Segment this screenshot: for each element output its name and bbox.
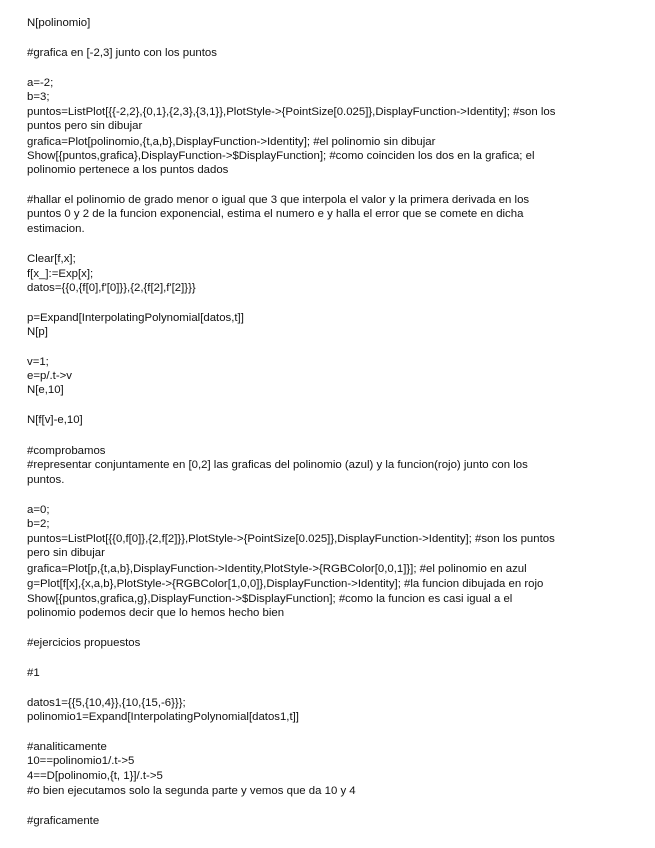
comment-line: puntos. xyxy=(27,474,65,486)
text-line: N[polinomio] xyxy=(27,17,91,29)
text-line: p=Expand[InterpolatingPolynomial[datos,t]] xyxy=(27,312,244,324)
text-line: polinomio1=Expand[InterpolatingPolynomial[datos1,t]] xyxy=(27,711,299,723)
text-line: grafica=Plot[p,{t,a,b},DisplayFunction->Identity,PlotStyle->{RGBColor[0,0,1]}]; #el polinomio en azul xyxy=(27,563,527,575)
text-line: polinomio podemos decir que lo hemos hecho bien xyxy=(27,607,285,619)
text-line: datos1={{5,{10,4}},{10,{15,-6}}}; xyxy=(27,697,186,709)
text-line: a=0; xyxy=(27,504,50,516)
text-line: datos={{0,{f[0],f'[0]}},{2,{f[2],f'[2]}}} xyxy=(27,282,196,294)
text-line: e=p/.t->v xyxy=(27,370,72,382)
text-line: g=Plot[f[x],{x,a,b},PlotStyle->{RGBColor[1,0,0]},DisplayFunction->Identity]; #la funcion dibujada en rojo xyxy=(27,578,544,590)
comment-line: #hallar el polinomio de grado menor o igual que 3 que interpola el valor y la primera derivada en los xyxy=(27,194,530,206)
text-line: 4==D[polinomio,{t, 1}]/.t->5 xyxy=(27,770,163,782)
comment-line: #1 xyxy=(27,667,40,679)
text-line: Show[{puntos,grafica,g},DisplayFunction->$DisplayFunction]; #como la funcion es casi igual a el xyxy=(27,593,513,605)
text-line: b=2; xyxy=(27,518,50,530)
text-line: N[e,10] xyxy=(27,384,64,396)
comment-line: #representar conjuntamente en [0,2] las graficas del polinomio (azul) y la funcion(rojo) junto con los xyxy=(27,459,528,471)
comment-line: #graficamente xyxy=(27,815,100,827)
text-line: f[x_]:=Exp[x]; xyxy=(27,268,94,280)
comment-line: estimacion. xyxy=(27,223,85,235)
text-line: puntos=ListPlot[{{-2,2},{0,1},{2,3},{3,1}},PlotStyle->{PointSize[0.025]},DisplayFunction->Identity]; #son los xyxy=(27,106,556,118)
text-line: N[p] xyxy=(27,326,48,338)
text-line: Show[{puntos,grafica},DisplayFunction->$DisplayFunction]; #como coinciden los dos en la grafica; el xyxy=(27,150,535,162)
text-line: v=1; xyxy=(27,356,49,368)
comment-line: #analiticamente xyxy=(27,741,107,753)
text-line: puntos=ListPlot[{{0,f[0]},{2,f[2]}},PlotStyle->{PointSize[0.025]},DisplayFunction->Identity]; #son los puntos xyxy=(27,533,555,545)
text-line: b=3; xyxy=(27,91,50,103)
comment-line: #grafica en [-2,3] junto con los puntos xyxy=(27,47,217,59)
text-line: N[f[v]-e,10] xyxy=(27,414,83,426)
comment-line: #comprobamos xyxy=(27,445,106,457)
text-line: 10==polinomio1/.t->5 xyxy=(27,755,135,767)
comment-line: puntos 0 y 2 de la funcion exponencial, estima el numero e y halla el error que se comete en dicha xyxy=(27,208,524,220)
text-line: Clear[f,x]; xyxy=(27,253,76,265)
text-line: a=-2; xyxy=(27,77,54,89)
text-line: polinomio pertenece a los puntos dados xyxy=(27,164,229,176)
comment-line: #ejercicios propuestos xyxy=(27,637,141,649)
text-line: pero sin dibujar xyxy=(27,547,105,559)
comment-line: #o bien ejecutamos solo la segunda parte y vemos que da 10 y 4 xyxy=(27,785,356,797)
text-line: puntos pero sin dibujar xyxy=(27,120,143,132)
text-line: grafica=Plot[polinomio,{t,a,b},DisplayFunction->Identity]; #el polinomio sin dibujar xyxy=(27,136,436,148)
